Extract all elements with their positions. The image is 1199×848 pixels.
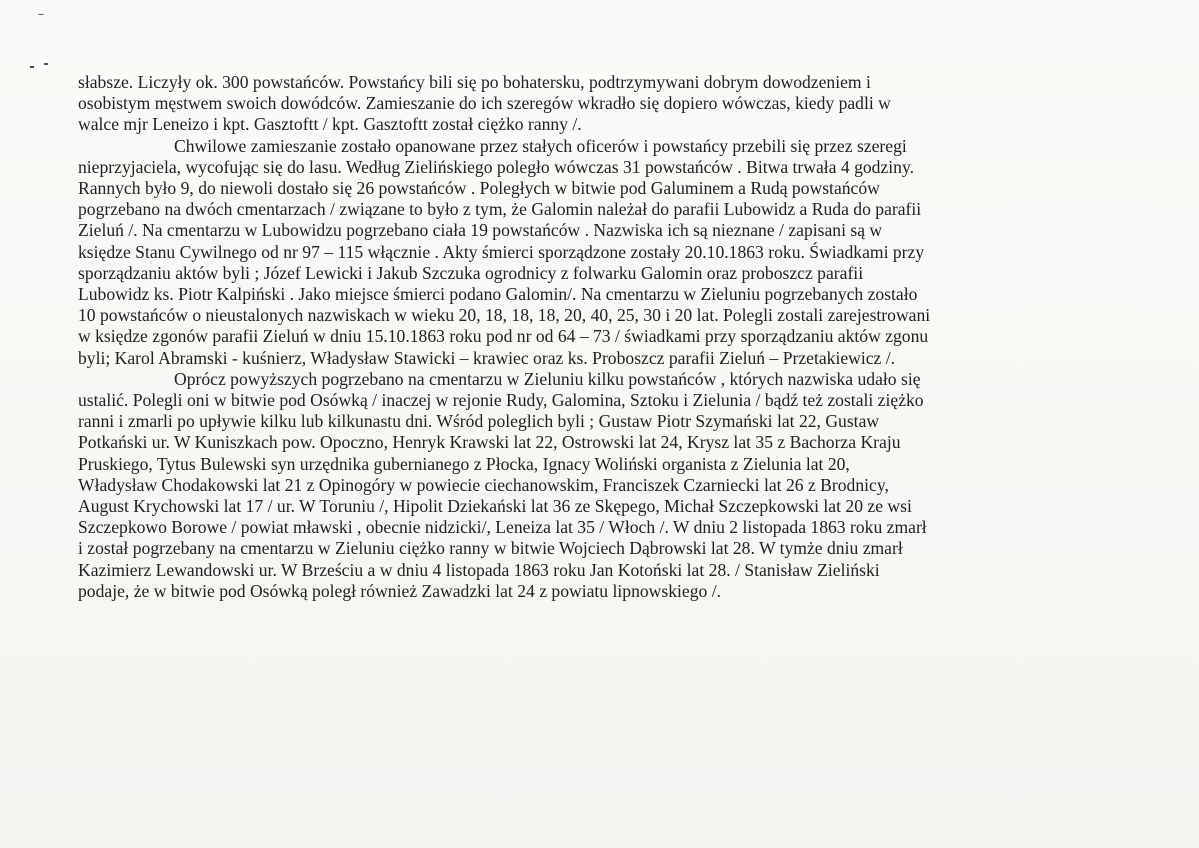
text-line: walce mjr Leneizo i kpt. Gasztoftt / kpt. Gasztoftt został ciężko ranny /. [78,114,582,135]
text-line: i został pogrzebany na cmentarzu w Zieluniu ciężko ranny w bitwie Wojciech Dąbrowski lat 28. W tymże dniu zmarł [78,538,903,559]
text-line: Kazimierz Lewandowski ur. W Brześciu a w dniu 4 listopada 1863 roku Jan Kotoński lat 28. / Stanisław Zieliński [78,559,880,580]
text-line: podaje, że w bitwie pod Osówką poległ również Zawadzki lat 24 z powiatu lipnowskiego /. [78,580,721,601]
text-line: Chwilowe zamieszanie zostało opanowane przez stałych oficerów i powstańcy przebili się przez szeregi [174,135,907,156]
text-line: księdze Stanu Cywilnego od nr 97 – 115 włącznie . Akty śmierci sporządzone zostały 20.10.1863 roku. Świadkami przy [78,241,925,262]
document-body [78,72,1188,602]
scan-mark [38,10,44,15]
text-line: Potkański ur. W Kuniszkach pow. Opoczno, Henryk Krawski lat 22, Ostrowski lat 24, Krysz lat 35 z Bachorza Kraju [78,432,901,453]
text-line: Szczepkowo Borowe / powiat mławski , obecnie nidzicki/, Leneiza lat 35 / Włoch /. W dniu 2 listopada 1863 roku zmarł [78,517,927,538]
scan-mark [30,66,34,68]
text-line: 10 powstańców o nieustalonych nazwiskach w wieku 20, 18, 18, 18, 20, 40, 25, 30 i 20 lat. Polegli zostali zarejestrowani [78,305,931,326]
text-line: byli; Karol Abramski - kuśnierz, Władysław Stawicki – krawiec oraz ks. Proboszcz parafii Zieluń – Przetakiewicz /. [78,347,896,368]
text-line: w księdze zgonów parafii Zieluń w dniu 15.10.1863 roku pod nr od 64 – 73 / świadkami przy sporządzaniu aktów zgonu [78,326,929,347]
text-line: August Krychowski lat 17 / ur. W Toruniu /, Hipolit Dziekański lat 36 ze Skępego, Michał Szczepkowski lat 20 ze wsi [78,496,912,517]
scan-mark [44,63,48,65]
text-line: ranni i zmarli po upływie kilku lub kilkunastu dni. Wśród poleglich byli ; Gustaw Piotr Szymański lat 22, Gustaw [78,411,880,432]
text-line: osobistym męstwem swoich dowódców. Zamieszanie do ich szeregów wkradło się dopiero wówczas, kiedy padli w [78,93,891,114]
text-line: ustalić. Polegli oni w bitwie pod Osówką / inaczej w rejonie Rudy, Galomina, Sztoku i Zielunia / bądź też zostali ziężko [78,390,924,411]
text-line: Oprócz powyższych pogrzebano na cmentarzu w Zieluniu kilku powstańców , których nazwiska udało się [174,368,921,389]
text-line: Rannych było 9, do niewoli dostało się 26 powstańców . Poległych w bitwie pod Galuminem a Rudą powstańców [78,178,880,199]
text-line: Lubowidz ks. Piotr Kalpiński . Jako miejsce śmierci podano Galomin/. Na cmentarzu w Zieluniu pogrzebanych zostało [78,284,918,305]
text-line: Pruskiego, Tytus Bulewski syn urzędnika gubernianego z Płocka, Ignacy Woliński organista z Zielunia lat 20, [78,453,850,474]
text-line: słabsze. Liczyły ok. 300 powstańców. Powstańcy bili się po bohatersku, podtrzymywani dobrym dowodzeniem i [78,72,871,92]
text-line: Władysław Chodakowski lat 21 z Opinogóry w powiecie ciechanowskim, Franciszek Czarniecki lat 26 z Brodnicy, [78,474,889,495]
text-line: Zieluń /. Na cmentarzu w Lubowidzu pogrzebano ciała 19 powstańców . Nazwiska ich są nieznane / zapisani są w [78,220,883,241]
text-line: sporządzaniu aktów byli ; Józef Lewicki i Jakub Szczuka ogrodnicy z folwarku Galomin oraz proboszcz parafii [78,262,864,283]
text-line: pogrzebano na dwóch cmentarzach / związane to było z tym, że Galomin należał do parafii Lubowidz a Ruda do parafii [78,199,922,220]
text-line: nieprzyjaciela, wycofując się do lasu. Według Zielińskiego poległo wówczas 31 powstańców . Bitwa trwała 4 godziny. [78,156,915,177]
